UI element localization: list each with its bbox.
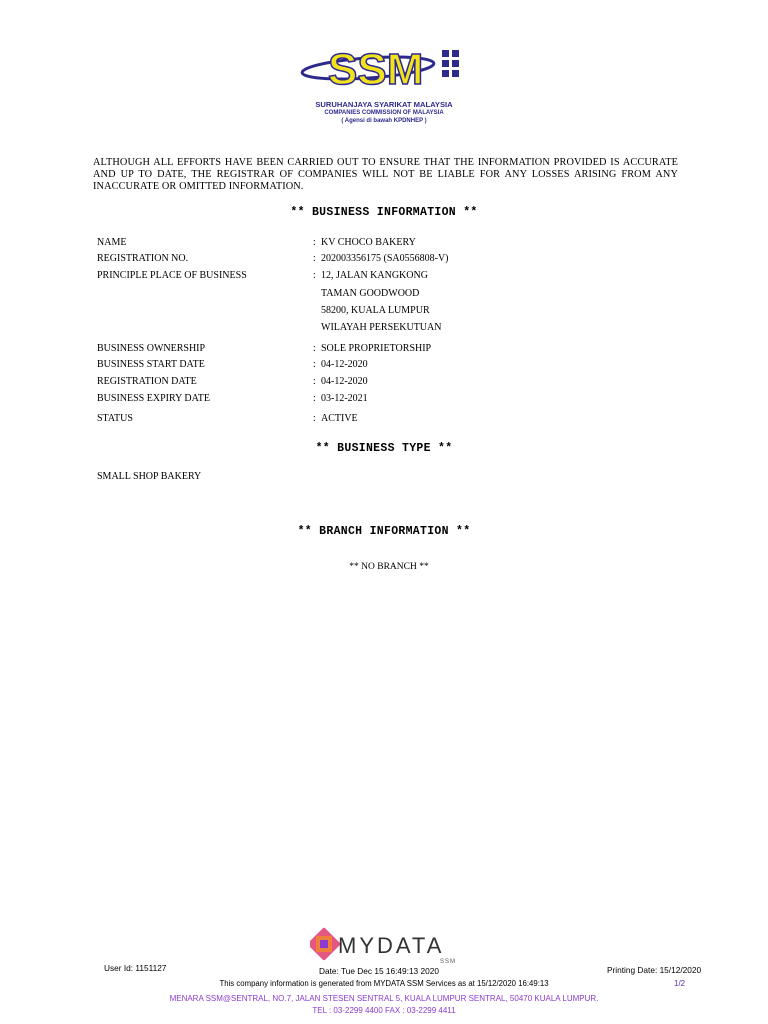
org-name-en: COMPANIES COMMISSION OF MALAYSIA bbox=[324, 110, 444, 116]
business-type-title: ** BUSINESS TYPE ** bbox=[315, 442, 453, 455]
mydata-brand-text: MYDATA bbox=[338, 933, 445, 958]
footer-info: This company information is generated from MYDATA SSM Services as at 15/12/2020 16:49:13 bbox=[219, 979, 549, 988]
name-value: KV CHOCO BAKERY bbox=[321, 237, 416, 248]
org-note: ( Agensi di bawah KPDNHEP ) bbox=[341, 118, 427, 124]
reg-date-value: 04-12-2020 bbox=[321, 376, 368, 387]
status-label: STATUS bbox=[97, 413, 133, 424]
status-value: ACTIVE bbox=[321, 413, 358, 424]
address-line-2: TAMAN GOODWOOD bbox=[321, 288, 420, 299]
business-type-value: SMALL SHOP BAKERY bbox=[97, 471, 202, 482]
name-label: NAME bbox=[97, 237, 127, 248]
org-name: SURUHANJAYA SYARIKAT MALAYSIA bbox=[315, 100, 453, 109]
address-line-1: 12, JALAN KANGKONG bbox=[321, 270, 428, 281]
mydata-logo-graphic bbox=[310, 926, 460, 966]
footer-user-id: User Id: 1151127 bbox=[104, 963, 167, 973]
reg-date-colon: : bbox=[313, 376, 316, 387]
address-line-4: WILAYAH PERSEKUTUAN bbox=[321, 322, 442, 333]
ownership-value: SOLE PROPRIETORSHIP bbox=[321, 343, 432, 354]
mydata-logo bbox=[310, 926, 460, 966]
reg-no-label: REGISTRATION NO. bbox=[97, 253, 189, 264]
footer-printing-date: Printing Date: 15/12/2020 bbox=[607, 965, 702, 975]
mydata-brand-sub: SSM bbox=[440, 959, 457, 965]
ssm-logo-graphic bbox=[298, 40, 470, 100]
disclaimer-text: ALTHOUGH ALL EFFORTS HAVE BEEN CARRIED OUT TO ENSURE THAT THE INFORMATION PROVIDED IS ACCURATE AND UP TO DATE, THE REGISTRAR OF COMPANIES WILL NOT BE LIABLE FOR ANY LOSSES ARISING FROM ANY INACCURATE OR OMITTED INFORMATION. bbox=[93, 157, 678, 192]
reg-date-label: REGISTRATION DATE bbox=[97, 376, 197, 387]
no-branch-text: ** NO BRANCH ** bbox=[349, 562, 429, 572]
start-date-value: 04-12-2020 bbox=[321, 359, 368, 370]
address-line-3: 58200, KUALA LUMPUR bbox=[321, 305, 430, 316]
ssm-logo-text: SSM bbox=[328, 45, 424, 94]
branch-info-title: ** BRANCH INFORMATION ** bbox=[297, 525, 471, 538]
footer-date: Date: Tue Dec 15 16:49:13 2020 bbox=[319, 966, 439, 976]
footer-address: MENARA SSM@SENTRAL, NO.7, JALAN STESEN SENTRAL 5, KUALA LUMPUR SENTRAL, 50470 KUALA LUMPUR. bbox=[169, 994, 599, 1003]
expiry-date-colon: : bbox=[313, 393, 316, 404]
ownership-colon: : bbox=[313, 343, 316, 354]
address-colon: : bbox=[313, 270, 316, 281]
footer-tel: TEL : 03-2299 4400 FAX : 03-2299 4411 bbox=[312, 1006, 456, 1015]
ssm-logo bbox=[298, 40, 470, 130]
footer-page-number: 1/2 bbox=[674, 979, 686, 988]
start-date-colon: : bbox=[313, 359, 316, 370]
start-date-label: BUSINESS START DATE bbox=[97, 359, 205, 370]
reg-no-value: 202003356175 (SA0556808-V) bbox=[321, 253, 449, 264]
address-label: PRINCIPLE PLACE OF BUSINESS bbox=[97, 270, 247, 281]
business-info-title: ** BUSINESS INFORMATION ** bbox=[290, 206, 478, 219]
ownership-label: BUSINESS OWNERSHIP bbox=[97, 343, 206, 354]
name-colon: : bbox=[313, 237, 316, 248]
expiry-date-value: 03-12-2021 bbox=[321, 393, 368, 404]
expiry-date-label: BUSINESS EXPIRY DATE bbox=[97, 393, 210, 404]
reg-no-colon: : bbox=[313, 253, 316, 264]
status-colon: : bbox=[313, 413, 316, 424]
